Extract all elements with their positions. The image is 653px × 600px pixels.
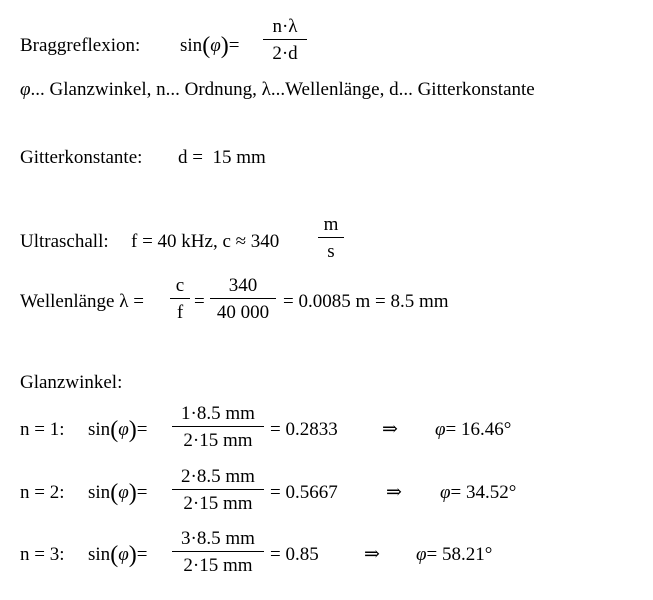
equals-sign: = bbox=[136, 544, 148, 565]
bragg-fraction bbox=[263, 17, 307, 63]
sin-function: sin bbox=[88, 419, 111, 440]
angle-value: = 16.46° bbox=[445, 419, 512, 440]
paren-open: ( bbox=[110, 417, 119, 443]
equals-sign: = bbox=[228, 35, 240, 56]
phi-symbol: φ bbox=[210, 35, 221, 56]
fraction-denominator: 2·15 mm bbox=[183, 430, 253, 451]
wavelength-label: Wellenlänge λ = bbox=[20, 291, 144, 312]
implies-arrow: ⇒ bbox=[386, 482, 402, 503]
angle-fraction bbox=[172, 404, 264, 450]
order-label: n = 1: bbox=[20, 419, 65, 440]
ultrasound-label: Ultraschall: bbox=[20, 231, 109, 252]
wavelength-result: = 0.0085 m = 8.5 mm bbox=[283, 291, 449, 312]
bragg-numerator: n·λ bbox=[272, 16, 298, 37]
ultrasound-expression: f = 40 kHz, c ≈ 340 bbox=[131, 231, 280, 252]
fraction-numerator: 340 bbox=[228, 275, 258, 296]
order-label: n = 2: bbox=[20, 482, 65, 503]
sine-expression bbox=[88, 543, 147, 567]
paren-open: ( bbox=[202, 33, 211, 59]
fraction-numerator: 1·8.5 mm bbox=[181, 403, 255, 424]
fraction-numerator: 3·8.5 mm bbox=[181, 528, 255, 549]
equals-sign: = bbox=[136, 482, 148, 503]
paren-open: ( bbox=[110, 542, 119, 568]
fraction-denominator: 2·15 mm bbox=[183, 555, 253, 576]
sine-value: = 0.2833 bbox=[270, 419, 338, 440]
equals-sign: = bbox=[136, 419, 148, 440]
fraction-denominator: 40 000 bbox=[216, 302, 270, 323]
angle-fraction bbox=[172, 529, 264, 575]
wavelength-fraction-values bbox=[210, 276, 276, 322]
implies-arrow: ⇒ bbox=[364, 544, 380, 565]
sin-function: sin bbox=[88, 544, 111, 565]
grating-expression: d = 15 mm bbox=[178, 147, 266, 168]
sine-expression bbox=[88, 481, 147, 505]
phi-symbol: φ bbox=[416, 544, 427, 565]
unit-denominator: s bbox=[327, 241, 335, 262]
paren-close: ) bbox=[128, 417, 137, 443]
order-label: n = 3: bbox=[20, 544, 65, 565]
grating-label: Gitterkonstante: bbox=[20, 147, 143, 168]
angle-result bbox=[416, 545, 492, 564]
phi-symbol: φ bbox=[440, 482, 451, 503]
bragg-lhs bbox=[180, 34, 239, 58]
phi-symbol: φ bbox=[435, 419, 446, 440]
fraction-denominator: f bbox=[176, 302, 184, 323]
angle-result bbox=[440, 483, 516, 502]
angle-result bbox=[435, 420, 511, 439]
implies-arrow: ⇒ bbox=[382, 419, 398, 440]
bragg-legend bbox=[20, 80, 535, 99]
angles-heading: Glanzwinkel: bbox=[20, 372, 123, 393]
sin-function: sin bbox=[88, 482, 111, 503]
angle-value: = 34.52° bbox=[450, 482, 517, 503]
equals-sign: = bbox=[194, 291, 205, 312]
angle-fraction bbox=[172, 467, 264, 513]
sine-value: = 0.85 bbox=[270, 544, 319, 565]
sine-value: = 0.5667 bbox=[270, 482, 338, 503]
sine-expression bbox=[88, 418, 147, 442]
fraction-numerator: c bbox=[175, 275, 185, 296]
phi-symbol: φ bbox=[118, 419, 129, 440]
phi-symbol: φ bbox=[118, 544, 129, 565]
sin-function: sin bbox=[180, 35, 203, 56]
bragg-label: Braggreflexion: bbox=[20, 35, 141, 56]
paren-close: ) bbox=[128, 542, 137, 568]
legend-phi: φ bbox=[20, 79, 31, 100]
fraction-numerator: 2·8.5 mm bbox=[181, 466, 255, 487]
bragg-denominator: 2·d bbox=[272, 43, 298, 64]
paren-close: ) bbox=[128, 480, 137, 506]
unit-fraction bbox=[318, 215, 344, 261]
angle-value: = 58.21° bbox=[426, 544, 493, 565]
unit-numerator: m bbox=[323, 214, 339, 235]
legend-text: ... Glanzwinkel, n... Ordnung, λ...Wellenlänge, d... Gitterkonstante bbox=[30, 79, 535, 100]
paren-open: ( bbox=[110, 480, 119, 506]
fraction-denominator: 2·15 mm bbox=[183, 493, 253, 514]
phi-symbol: φ bbox=[118, 482, 129, 503]
paren-close: ) bbox=[220, 33, 229, 59]
wavelength-fraction-cf bbox=[170, 276, 190, 322]
